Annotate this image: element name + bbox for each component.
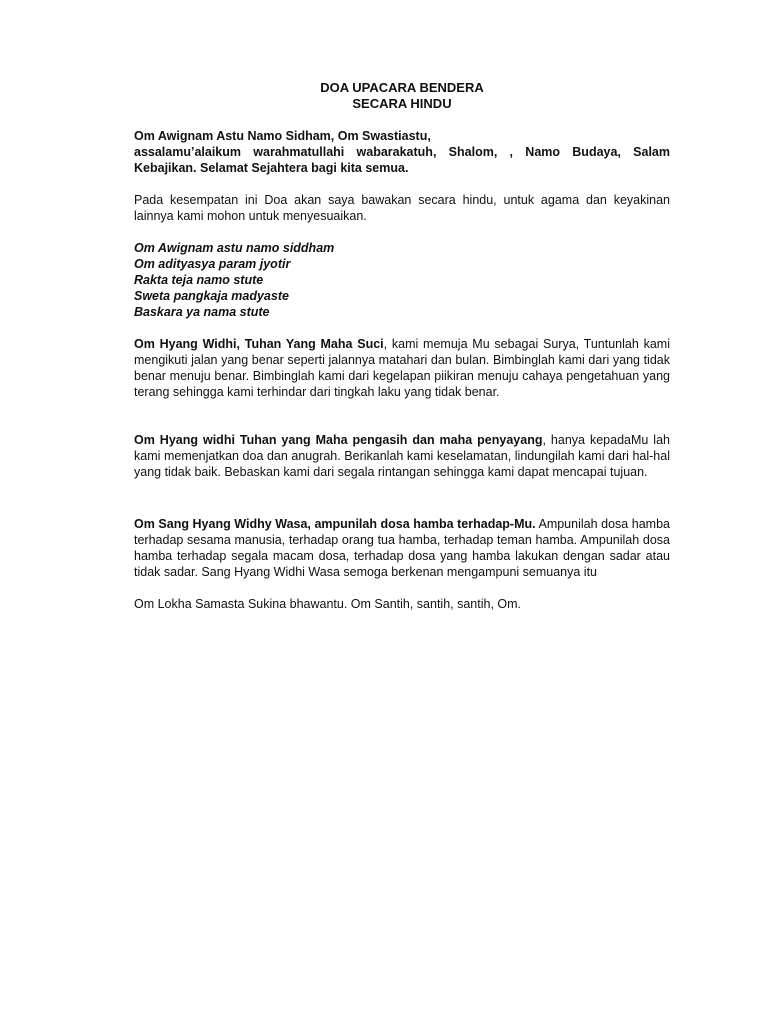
mantra-line: Baskara ya nama stute: [134, 305, 270, 319]
mantra-line: Om adityasya param jyotir: [134, 257, 291, 271]
mantra-line: Sweta pangkaja madyaste: [134, 289, 289, 303]
prayer-2-lead: Om Hyang widhi Tuhan yang Maha pengasih dan maha penyayang: [134, 433, 543, 447]
title-line-2: SECARA HINDU: [352, 96, 452, 111]
greeting-line-1: Om Awignam Astu Namo Sidham, Om Swastiastu,: [134, 129, 431, 143]
closing-line: Om Lokha Samasta Sukina bhawantu. Om Santih, santih, santih, Om.: [134, 597, 521, 611]
prayer-paragraph-2: [134, 432, 670, 480]
prayer-1-text: , kami memuja Mu sebagai Surya, Tuntunlah kami mengikuti jalan yang benar seperti jalannya matahari dan bulan. Bimbinglah kami dari yang tidak benar menuju benar. Bimbinglah kami dari kegelapan piikiran menuju cahaya pengetahuan yang terang sehingga kami terhindar dari tingkah laku yang tidak benar.: [134, 337, 670, 399]
title-line-1: DOA UPACARA BENDERA: [320, 80, 484, 95]
document-page: [134, 80, 670, 628]
mantra-verse: [134, 240, 670, 320]
prayer-paragraph-1: [134, 336, 670, 400]
greeting: [134, 128, 670, 176]
prayer-2-text: , hanya kepadaMu lah kami memenjatkan doa dan anugrah. Berikanlah kami keselamatan, lindungilah kami dari hal-hal yang tidak baik. Bebaskan kami dari segala rintangan sehingga kami dapat mencapai tujuan.: [134, 433, 670, 479]
prayer-3-text: Ampunilah dosa hamba terhadap sesama manusia, terhadap orang tua hamba, terhadap teman hamba. Ampunilah dosa hamba terhadap segala macam dosa, terhadap dosa yang hamba lakukan dengan sadar atau tidak sadar. Sang Hyang Widhi Wasa semoga berkenan mengampuni semuanya itu: [134, 517, 671, 579]
prayer-1-lead: Om Hyang Widhi, Tuhan Yang Maha Suci: [134, 337, 384, 351]
prayer-paragraph-3: [134, 516, 670, 580]
intro-paragraph: Pada kesempatan ini Doa akan saya bawakan secara hindu, untuk agama dan keyakinan lainnya kami mohon untuk menyesuaikan.: [134, 193, 670, 223]
prayer-3-lead: Om Sang Hyang Widhy Wasa, ampunilah dosa hamba terhadap-Mu.: [134, 517, 536, 531]
mantra-line: Om Awignam astu namo siddham: [134, 241, 335, 255]
greeting-line-3: Kebajikan. Selamat Sejahtera bagi kita semua.: [134, 161, 409, 175]
greeting-line-2: assalamu’alaikum warahmatullahi wabarakatuh, Shalom, , Namo Budaya, Salam: [134, 145, 670, 159]
mantra-line: Rakta teja namo stute: [134, 273, 264, 287]
document-title: [134, 80, 670, 112]
